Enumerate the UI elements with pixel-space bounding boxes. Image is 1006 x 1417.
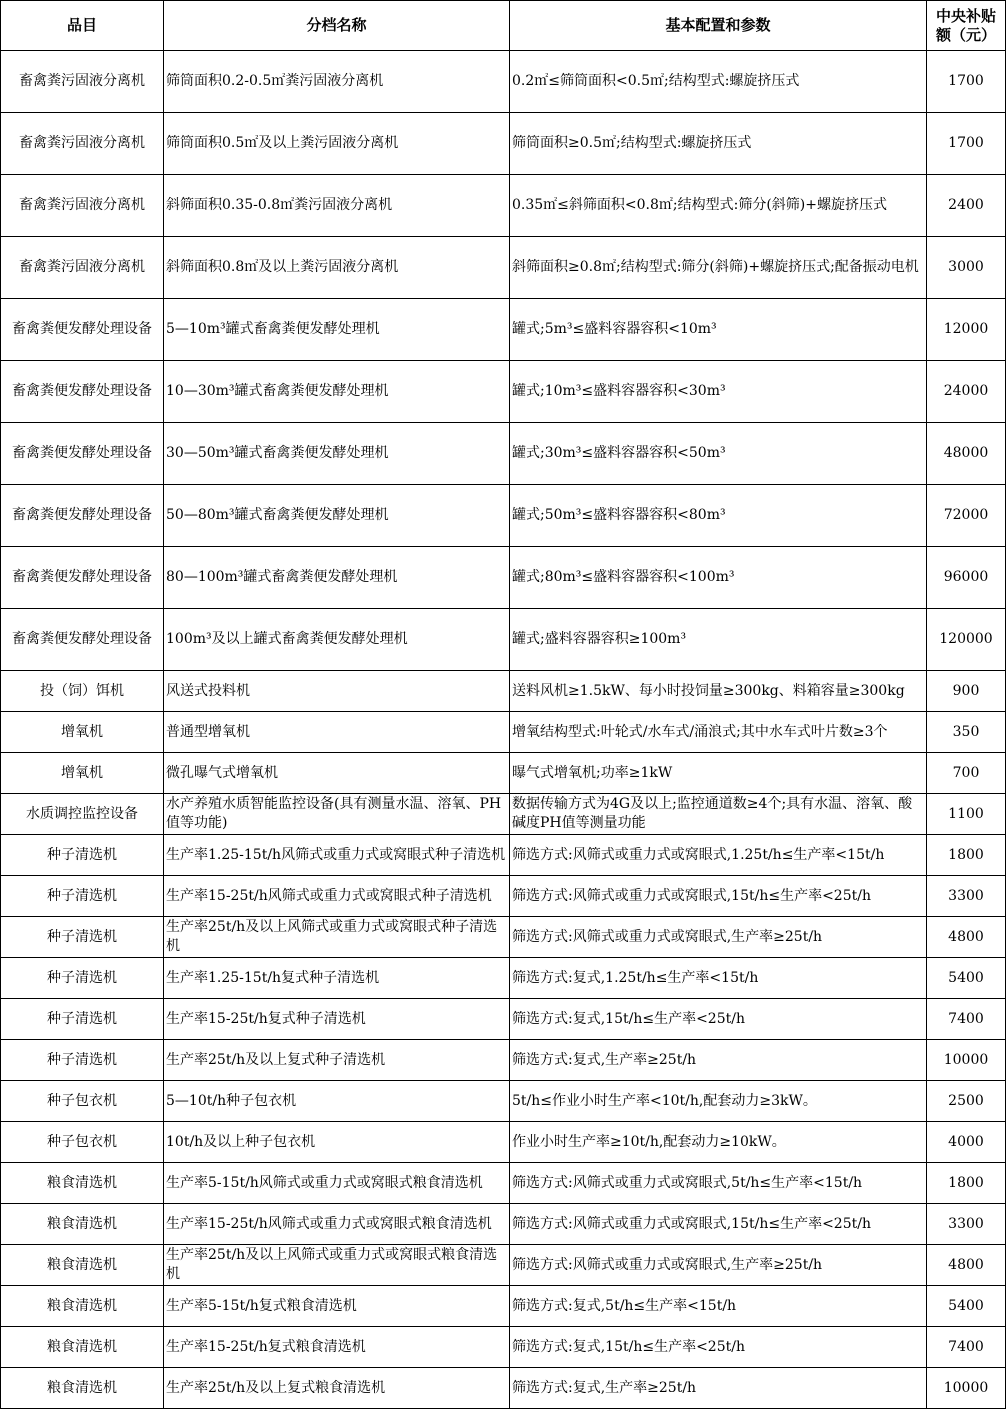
row-spec: 罐式;5m³≤盛料容器容积<10m³ bbox=[510, 299, 927, 361]
table-row bbox=[1, 175, 1006, 237]
row-spec: 斜筛面积≥0.8㎡;结构型式:筛分(斜筛)+螺旋挤压式;配备振动电机 bbox=[510, 237, 927, 299]
row-amount: 7400 bbox=[927, 999, 1006, 1040]
row-category: 种子清选机 bbox=[1, 835, 164, 876]
row-name: 生产率15-25t/h复式种子清选机 bbox=[164, 999, 510, 1040]
row-name: 生产率15-25t/h复式粮食清选机 bbox=[164, 1327, 510, 1368]
row-category: 畜禽粪污固液分离机 bbox=[1, 237, 164, 299]
table-row bbox=[1, 999, 1006, 1040]
row-name: 生产率15-25t/h风筛式或重力式或窝眼式粮食清选机 bbox=[164, 1204, 510, 1245]
row-spec: 罐式;10m³≤盛料容器容积<30m³ bbox=[510, 361, 927, 423]
row-spec: 筛选方式:风筛式或重力式或窝眼式,5t/h≤生产率<15t/h bbox=[510, 1163, 927, 1204]
row-amount: 7400 bbox=[927, 1327, 1006, 1368]
row-name: 水产养殖水质智能监控设备(具有测量水温、溶氧、PH值等功能) bbox=[164, 794, 510, 835]
row-spec: 增氧结构型式:叶轮式/水车式/涌浪式;其中水车式叶片数≥3个 bbox=[510, 712, 927, 753]
row-name: 10t/h及以上种子包衣机 bbox=[164, 1122, 510, 1163]
row-category: 畜禽粪便发酵处理设备 bbox=[1, 547, 164, 609]
row-name: 5—10t/h种子包衣机 bbox=[164, 1081, 510, 1122]
row-name: 生产率15-25t/h风筛式或重力式或窝眼式种子清选机 bbox=[164, 876, 510, 917]
row-name: 生产率25t/h及以上风筛式或重力式或窝眼式粮食清选机 bbox=[164, 1245, 510, 1286]
row-category: 种子清选机 bbox=[1, 999, 164, 1040]
table-row bbox=[1, 835, 1006, 876]
table-row bbox=[1, 958, 1006, 999]
row-amount: 48000 bbox=[927, 423, 1006, 485]
row-amount: 2500 bbox=[927, 1081, 1006, 1122]
row-category: 畜禽粪便发酵处理设备 bbox=[1, 299, 164, 361]
table-row bbox=[1, 113, 1006, 175]
row-amount: 3000 bbox=[927, 237, 1006, 299]
row-amount: 24000 bbox=[927, 361, 1006, 423]
row-name: 生产率1.25-15t/h复式种子清选机 bbox=[164, 958, 510, 999]
table-row bbox=[1, 712, 1006, 753]
row-category: 种子包衣机 bbox=[1, 1122, 164, 1163]
row-spec: 罐式;30m³≤盛料容器容积<50m³ bbox=[510, 423, 927, 485]
row-amount: 5400 bbox=[927, 1286, 1006, 1327]
row-amount: 120000 bbox=[927, 609, 1006, 671]
table-header-row bbox=[1, 1, 1006, 51]
row-spec: 筛选方式:复式,1.25t/h≤生产率<15t/h bbox=[510, 958, 927, 999]
row-spec: 筛选方式:风筛式或重力式或窝眼式,15t/h≤生产率<25t/h bbox=[510, 876, 927, 917]
row-category: 畜禽粪便发酵处理设备 bbox=[1, 609, 164, 671]
table-row bbox=[1, 1327, 1006, 1368]
table-row bbox=[1, 609, 1006, 671]
row-category: 畜禽粪污固液分离机 bbox=[1, 51, 164, 113]
row-category: 粮食清选机 bbox=[1, 1245, 164, 1286]
row-category: 畜禽粪污固液分离机 bbox=[1, 175, 164, 237]
row-amount: 700 bbox=[927, 753, 1006, 794]
row-category: 投（饲）饵机 bbox=[1, 671, 164, 712]
row-category: 水质调控监控设备 bbox=[1, 794, 164, 835]
row-amount: 4800 bbox=[927, 917, 1006, 958]
row-category: 种子清选机 bbox=[1, 1040, 164, 1081]
row-category: 增氧机 bbox=[1, 753, 164, 794]
row-name: 筛筒面积0.5㎡及以上粪污固液分离机 bbox=[164, 113, 510, 175]
table-row bbox=[1, 1163, 1006, 1204]
row-name: 斜筛面积0.8㎡及以上粪污固液分离机 bbox=[164, 237, 510, 299]
table-row bbox=[1, 51, 1006, 113]
row-name: 生产率25t/h及以上复式种子清选机 bbox=[164, 1040, 510, 1081]
table-row bbox=[1, 1122, 1006, 1163]
row-name: 10—30m³罐式畜禽粪便发酵处理机 bbox=[164, 361, 510, 423]
row-amount: 10000 bbox=[927, 1368, 1006, 1409]
row-spec: 筛选方式:复式,生产率≥25t/h bbox=[510, 1040, 927, 1081]
row-category: 畜禽粪便发酵处理设备 bbox=[1, 423, 164, 485]
row-amount: 1100 bbox=[927, 794, 1006, 835]
row-spec: 筛选方式:风筛式或重力式或窝眼式,15t/h≤生产率<25t/h bbox=[510, 1204, 927, 1245]
row-name: 生产率5-15t/h风筛式或重力式或窝眼式粮食清选机 bbox=[164, 1163, 510, 1204]
row-name: 100m³及以上罐式畜禽粪便发酵处理机 bbox=[164, 609, 510, 671]
row-category: 畜禽粪污固液分离机 bbox=[1, 113, 164, 175]
header-spec: 基本配置和参数 bbox=[510, 1, 927, 51]
row-category: 种子清选机 bbox=[1, 876, 164, 917]
row-category: 种子包衣机 bbox=[1, 1081, 164, 1122]
row-spec: 筛选方式:复式,生产率≥25t/h bbox=[510, 1368, 927, 1409]
row-category: 粮食清选机 bbox=[1, 1368, 164, 1409]
row-spec: 作业小时生产率≥10t/h,配套动力≥10kW。 bbox=[510, 1122, 927, 1163]
row-name: 微孔曝气式增氧机 bbox=[164, 753, 510, 794]
row-category: 增氧机 bbox=[1, 712, 164, 753]
row-spec: 罐式;盛料容器容积≥100m³ bbox=[510, 609, 927, 671]
row-category: 畜禽粪便发酵处理设备 bbox=[1, 361, 164, 423]
row-amount: 10000 bbox=[927, 1040, 1006, 1081]
row-name: 生产率5-15t/h复式粮食清选机 bbox=[164, 1286, 510, 1327]
table-row bbox=[1, 361, 1006, 423]
row-spec: 曝气式增氧机;功率≥1kW bbox=[510, 753, 927, 794]
row-amount: 1800 bbox=[927, 1163, 1006, 1204]
row-category: 粮食清选机 bbox=[1, 1163, 164, 1204]
row-spec: 送料风机≥1.5kW、每小时投饲量≥300kg、料箱容量≥300kg bbox=[510, 671, 927, 712]
row-name: 筛筒面积0.2-0.5㎡粪污固液分离机 bbox=[164, 51, 510, 113]
table-row bbox=[1, 917, 1006, 958]
table-row bbox=[1, 1286, 1006, 1327]
header-name: 分档名称 bbox=[164, 1, 510, 51]
table-row bbox=[1, 876, 1006, 917]
table-row bbox=[1, 1081, 1006, 1122]
table-row bbox=[1, 753, 1006, 794]
row-amount: 4000 bbox=[927, 1122, 1006, 1163]
table-row bbox=[1, 1245, 1006, 1286]
row-name: 普通型增氧机 bbox=[164, 712, 510, 753]
row-category: 粮食清选机 bbox=[1, 1286, 164, 1327]
row-amount: 3300 bbox=[927, 876, 1006, 917]
row-spec: 筛选方式:复式,15t/h≤生产率<25t/h bbox=[510, 1327, 927, 1368]
row-amount: 350 bbox=[927, 712, 1006, 753]
row-spec: 罐式;50m³≤盛料容器容积<80m³ bbox=[510, 485, 927, 547]
row-category: 粮食清选机 bbox=[1, 1327, 164, 1368]
row-amount: 72000 bbox=[927, 485, 1006, 547]
table-row bbox=[1, 794, 1006, 835]
row-spec: 筛选方式:风筛式或重力式或窝眼式,生产率≥25t/h bbox=[510, 1245, 927, 1286]
table-row bbox=[1, 237, 1006, 299]
row-spec: 0.2㎡≤筛筒面积<0.5㎡;结构型式:螺旋挤压式 bbox=[510, 51, 927, 113]
table-row bbox=[1, 299, 1006, 361]
row-name: 生产率1.25-15t/h风筛式或重力式或窝眼式种子清选机 bbox=[164, 835, 510, 876]
row-amount: 2400 bbox=[927, 175, 1006, 237]
row-amount: 1700 bbox=[927, 113, 1006, 175]
row-spec: 罐式;80m³≤盛料容器容积<100m³ bbox=[510, 547, 927, 609]
row-category: 畜禽粪便发酵处理设备 bbox=[1, 485, 164, 547]
row-category: 种子清选机 bbox=[1, 958, 164, 999]
row-name: 30—50m³罐式畜禽粪便发酵处理机 bbox=[164, 423, 510, 485]
header-category: 品目 bbox=[1, 1, 164, 51]
row-name: 风送式投料机 bbox=[164, 671, 510, 712]
row-amount: 96000 bbox=[927, 547, 1006, 609]
row-spec: 筛选方式:复式,5t/h≤生产率<15t/h bbox=[510, 1286, 927, 1327]
row-amount: 12000 bbox=[927, 299, 1006, 361]
row-amount: 5400 bbox=[927, 958, 1006, 999]
row-spec: 筛筒面积≥0.5㎡;结构型式:螺旋挤压式 bbox=[510, 113, 927, 175]
row-amount: 4800 bbox=[927, 1245, 1006, 1286]
table-row bbox=[1, 1368, 1006, 1409]
row-spec: 筛选方式:复式,15t/h≤生产率<25t/h bbox=[510, 999, 927, 1040]
row-amount: 1800 bbox=[927, 835, 1006, 876]
table-row bbox=[1, 485, 1006, 547]
row-name: 80—100m³罐式畜禽粪便发酵处理机 bbox=[164, 547, 510, 609]
row-name: 生产率25t/h及以上风筛式或重力式或窝眼式种子清选机 bbox=[164, 917, 510, 958]
row-category: 粮食清选机 bbox=[1, 1204, 164, 1245]
row-spec: 筛选方式:风筛式或重力式或窝眼式,1.25t/h≤生产率<15t/h bbox=[510, 835, 927, 876]
table-row bbox=[1, 547, 1006, 609]
row-spec: 5t/h≤作业小时生产率<10t/h,配套动力≥3kW。 bbox=[510, 1081, 927, 1122]
header-amount: 中央补贴额（元） bbox=[927, 1, 1006, 51]
row-name: 生产率25t/h及以上复式粮食清选机 bbox=[164, 1368, 510, 1409]
row-spec: 数据传输方式为4G及以上;监控通道数≥4个;具有水温、溶氧、酸碱度PH值等测量功能 bbox=[510, 794, 927, 835]
row-spec: 筛选方式:风筛式或重力式或窝眼式,生产率≥25t/h bbox=[510, 917, 927, 958]
row-category: 种子清选机 bbox=[1, 917, 164, 958]
row-amount: 1700 bbox=[927, 51, 1006, 113]
row-spec: 0.35㎡≤斜筛面积<0.8㎡;结构型式:筛分(斜筛)+螺旋挤压式 bbox=[510, 175, 927, 237]
row-amount: 900 bbox=[927, 671, 1006, 712]
row-name: 斜筛面积0.35-0.8㎡粪污固液分离机 bbox=[164, 175, 510, 237]
row-amount: 3300 bbox=[927, 1204, 1006, 1245]
table-row bbox=[1, 1204, 1006, 1245]
table-row bbox=[1, 1040, 1006, 1081]
row-name: 50—80m³罐式畜禽粪便发酵处理机 bbox=[164, 485, 510, 547]
table-row bbox=[1, 671, 1006, 712]
table-row bbox=[1, 423, 1006, 485]
row-name: 5—10m³罐式畜禽粪便发酵处理机 bbox=[164, 299, 510, 361]
